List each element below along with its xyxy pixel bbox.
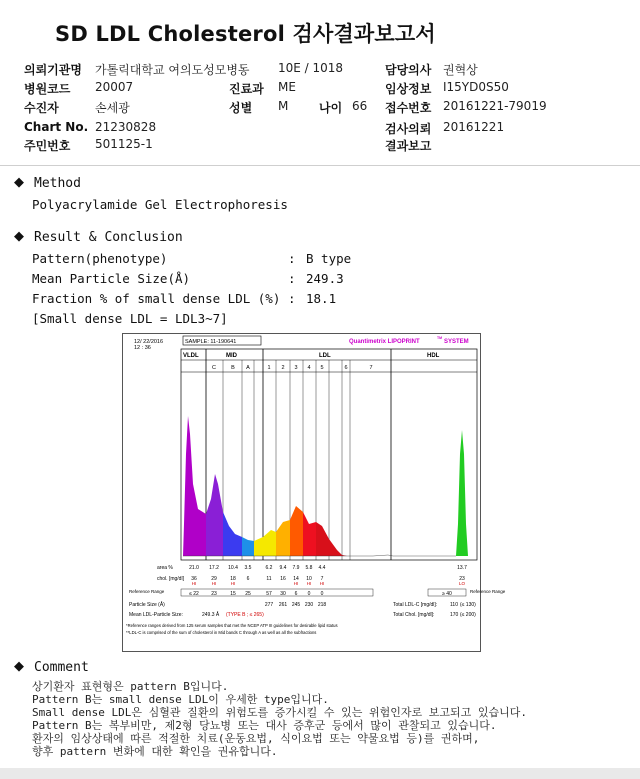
mid-c-peak	[206, 474, 223, 556]
ref-a: 25	[245, 591, 251, 597]
bullet-diamond-icon: ◆	[14, 229, 24, 244]
band-b: B	[231, 365, 235, 371]
size-4: 230	[304, 602, 314, 608]
band-6: 6	[344, 365, 348, 371]
chol-label: chol. [mg/dl]	[157, 576, 184, 582]
footnote-2: **LDL-C is comprised of the sum of cholesterol in Mid bands C through A as well as all the subfractions	[126, 630, 317, 635]
chol-5: 7	[320, 576, 324, 582]
sex-value: M	[278, 99, 289, 113]
colon: :	[288, 271, 296, 286]
size-2: 261	[278, 602, 288, 608]
flag-hdl: LO	[458, 581, 466, 586]
ref-range-label-left: Reference Range	[129, 589, 165, 594]
total-ldl-label: Total LDL-C [mg/dl]:	[393, 602, 438, 608]
band-5: 5	[320, 365, 324, 371]
flag-c: HI	[211, 581, 217, 586]
band-7: 7	[369, 365, 373, 371]
clinical-info-value: I15YD0S50	[443, 80, 509, 94]
dept-value: ME	[278, 80, 296, 94]
comment-line: Pattern B는 small dense LDL이 우세한 type입니다.	[32, 693, 329, 706]
institution-value: 가톨릭대학교 여의도성모병동	[95, 63, 250, 77]
mean-ldl-label: Mean LDL-Particle Size:	[129, 612, 183, 618]
doctor-value: 권혁상	[443, 63, 478, 77]
reception-label: 접수번호	[385, 101, 432, 115]
result-report-label: 결과보고	[385, 139, 432, 153]
total-ldl-value: 110	[450, 602, 458, 608]
ref-3: 6	[294, 591, 298, 597]
particle-size-value: 249.3	[306, 271, 344, 286]
band-2: 2	[281, 365, 285, 371]
flag-4: HI	[306, 581, 312, 586]
brand-suffix: SYSTEM	[444, 339, 469, 345]
area-c: 17.2	[209, 565, 219, 571]
header-divider	[0, 165, 640, 166]
report-date: 12/ 22/2016	[134, 339, 164, 345]
ldl2-peak	[276, 520, 290, 556]
hospital-code-label: 병원코드	[24, 82, 71, 96]
area-vldl: 21.0	[189, 565, 199, 571]
chol-2: 16	[280, 576, 286, 582]
area-hdl: 13.7	[457, 565, 467, 571]
age-label: 나이	[319, 101, 343, 115]
area-a: 3.5	[244, 565, 252, 571]
group-hdl: HDL	[427, 353, 440, 359]
total-ldl-ref: (≤ 130)	[460, 602, 476, 608]
chol-b: 18	[230, 576, 236, 582]
patient-value: 손세광	[95, 101, 130, 115]
comment-line: Pattern B는 복부비만, 제2형 당뇨병 또는 대사 증후군 등에서 많이 관찰되고 있습니다.	[32, 719, 497, 732]
patient-label: 수진자	[24, 101, 59, 115]
area-label: area %	[157, 565, 173, 571]
hdl-peak	[456, 430, 468, 556]
report-title: SD LDL Cholesterol 검사결과보고서	[55, 22, 436, 46]
pattern-value: B type	[306, 251, 352, 266]
area-2: 9.4	[279, 565, 287, 571]
hospital-code-value: 20007	[95, 80, 134, 94]
brand-tm: TM	[437, 336, 443, 340]
pattern-label: Pattern(phenotype)	[32, 251, 168, 266]
request-date-value: 20161221	[443, 120, 505, 134]
ref-5: 0	[320, 591, 324, 597]
id-value: 501125-1	[95, 137, 153, 151]
size-3: 245	[291, 602, 301, 608]
method-text: Polyacrylamide Gel Electrophoresis	[32, 197, 288, 212]
area-3: 7.9	[292, 565, 300, 571]
chol-3: 14	[293, 576, 299, 582]
mid-a-peak	[242, 537, 254, 556]
size-5: 218	[317, 602, 327, 608]
comment-line: 환자의 임상상태에 따른 적절한 치료(운동요법, 식이요법 또는 약물요법 등)를 권하며,	[32, 732, 480, 745]
ref-2: 30	[280, 591, 286, 597]
fraction-label: Fraction % of small dense LDL (%)	[32, 291, 281, 306]
doctor-label: 담당의사	[385, 63, 432, 77]
bullet-diamond-icon: ◆	[14, 659, 24, 674]
mean-ldl-type: (TYPE B ; ≤ 265)	[226, 612, 264, 618]
ref-1: 57	[266, 591, 272, 597]
vldl-peak	[183, 416, 206, 556]
chol-1: 11	[266, 576, 272, 582]
area-5: 4.4	[318, 565, 326, 571]
request-date-label: 검사의뢰	[385, 122, 432, 136]
institution-label: 의뢰기관명	[24, 63, 82, 77]
chol-vldl: 36	[191, 576, 197, 582]
ldl4-peak	[303, 512, 316, 556]
group-vldl: VLDL	[183, 353, 199, 359]
size-1: 277	[264, 602, 274, 608]
band-1: 1	[267, 365, 271, 371]
ref-vldl: ≤ 22	[189, 591, 199, 597]
total-chol-ref: (≤ 200)	[460, 612, 476, 618]
result-heading: Result & Conclusion	[34, 230, 183, 245]
ref-hdl: ≥ 40	[442, 591, 452, 597]
footnote-1: *Reference ranges derived from 125 serum samples that met the NCEP ATP III guidelines for desirable lipid status	[126, 623, 338, 628]
chol-hdl: 23	[459, 576, 465, 582]
group-ldl: LDL	[319, 353, 331, 359]
lipoprint-report-image	[122, 333, 506, 652]
area-1: 6.2	[265, 565, 273, 571]
flag-5: HI	[319, 581, 325, 586]
age-value: 66	[352, 99, 368, 113]
comment-line: Small dense LDL은 심혈관 질환의 위험도를 증가시킬 수 있는 위험인자로 보고되고 있습니다.	[32, 706, 527, 719]
fraction-table	[126, 565, 506, 635]
reception-value: 20161221-79019	[443, 99, 547, 113]
area-4: 5.8	[305, 565, 313, 571]
dept-label: 진료과	[229, 82, 264, 96]
id-label: 주민번호	[24, 139, 71, 153]
flag-3: HI	[293, 581, 299, 586]
comment-line: 향후 pattern 변화에 대한 확인을 권유합니다.	[32, 745, 278, 758]
bullet-diamond-icon: ◆	[14, 175, 24, 190]
total-chol-label: Total Chol. [mg/dl]:	[393, 612, 435, 618]
chol-a: 6	[246, 576, 250, 582]
chol-4: 10	[306, 576, 312, 582]
band-3: 3	[294, 365, 298, 371]
chart-no-value: 21230828	[95, 120, 157, 134]
ref-range-label-right: Reference Range	[470, 589, 506, 594]
small-dense-note: [Small dense LDL = LDL3~7]	[32, 311, 228, 326]
report-time: 12 : 36	[134, 345, 151, 351]
group-mid: MID	[226, 353, 237, 359]
flag-b: HI	[230, 581, 236, 586]
mean-ldl-value: 249.3 Å	[202, 612, 220, 618]
total-chol-value: 170	[450, 612, 459, 618]
area-b: 10.4	[228, 565, 238, 571]
sample-id: SAMPLE: 11-190641	[185, 339, 237, 345]
colon: :	[288, 291, 296, 306]
comment-heading: Comment	[34, 660, 89, 675]
comment-line: 상기환자 표현형은 pattern B입니다.	[32, 680, 229, 693]
brand-name: Quantimetrix LIPOPRINT	[349, 339, 420, 345]
ref-c: 23	[211, 591, 217, 597]
chol-c: 29	[211, 576, 217, 582]
mid-b-peak	[223, 512, 242, 556]
ref-b: 15	[230, 591, 236, 597]
method-heading: Method	[34, 176, 81, 191]
clinical-info-label: 임상정보	[385, 82, 432, 96]
band-a: A	[246, 365, 250, 371]
particle-size-label: Mean Particle Size(Å)	[32, 271, 191, 286]
chart-no-label: Chart No.	[24, 120, 89, 134]
ward-value: 10E / 1018	[278, 61, 344, 75]
fraction-value: 18.1	[306, 291, 337, 306]
colon: :	[288, 251, 296, 266]
ldl1-peak	[254, 530, 276, 556]
ref-4: 0	[307, 591, 311, 597]
ldl3-peak	[290, 506, 303, 556]
band-4: 4	[307, 365, 311, 371]
bottom-band	[0, 768, 640, 779]
flag-vldl: HI	[191, 581, 197, 586]
electrophoresis-curve	[183, 416, 468, 556]
band-c: C	[212, 365, 216, 371]
sex-label: 성별	[229, 101, 253, 115]
particle-size-label-report: Particle Size (Å)	[129, 602, 165, 608]
